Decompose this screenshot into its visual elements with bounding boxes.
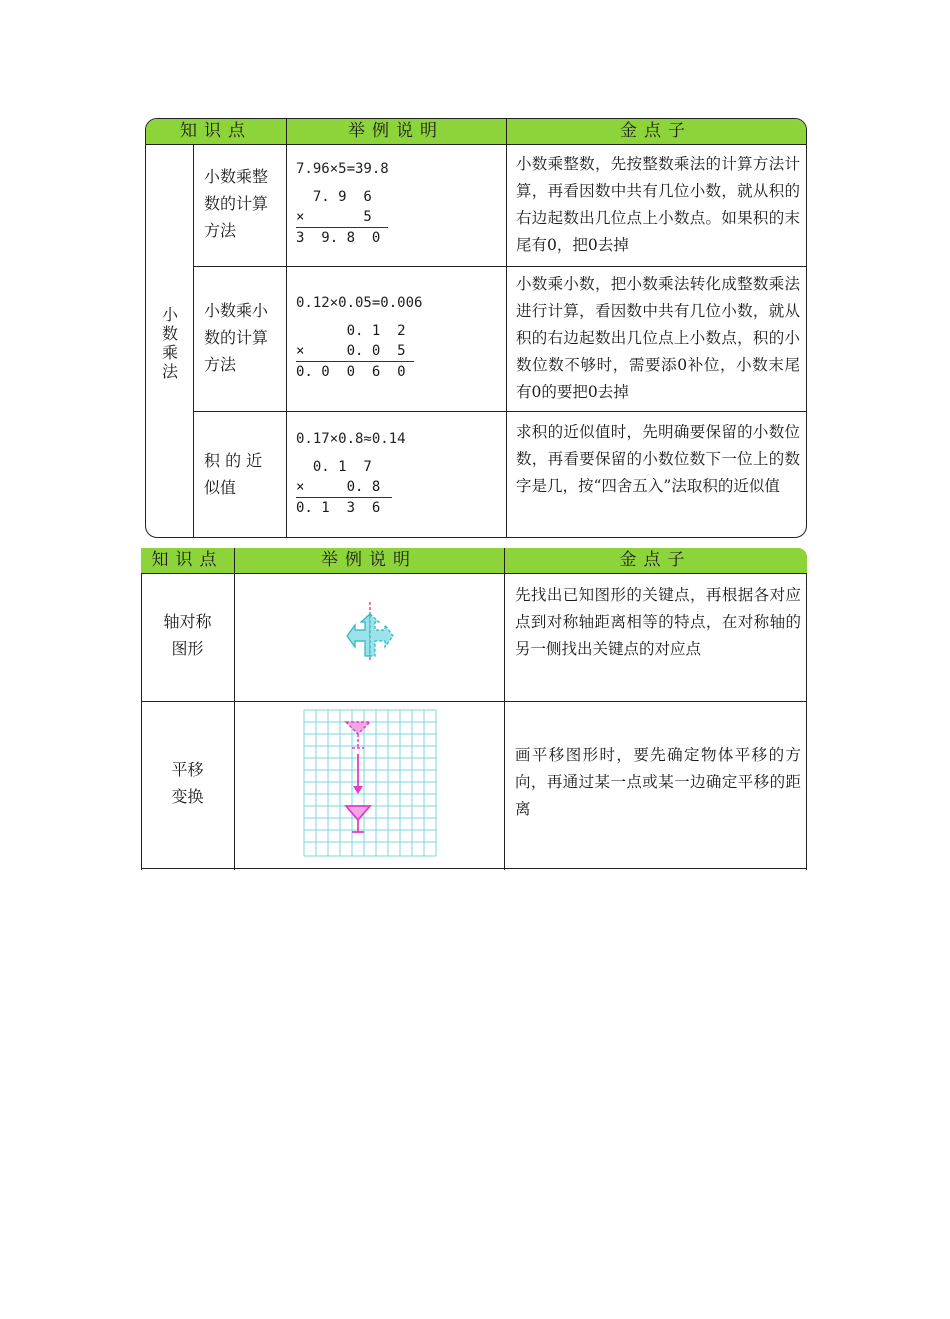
header-knowledge-point: 知识点 (151, 550, 224, 570)
tip-axis-symmetry: 先找出已知图形的关键点，再根据各对应点到对称轴距离相等的特点，在对称轴的另一侧找出关键点的对应点 (515, 586, 801, 658)
header-knowledge-point: 知识点 (180, 121, 252, 141)
topic-axis-symmetry: 轴对称 图形 (163, 612, 212, 658)
topic-decimal-times-integer: 小数乘整 数的计算 方法 (204, 167, 269, 240)
header-example: 举例说明 (321, 550, 417, 570)
category-label: 小数乘法 (161, 305, 178, 381)
header-golden-tip: 金点子 (619, 550, 692, 570)
topic-approximate-product: 积 的 近 似值 (204, 451, 263, 497)
header-example: 举例说明 (348, 121, 444, 141)
tip-1: 小数乘整数，先按整数乘法的计算方法计算，再看因数中共有几位小数，就从积的右边起数出几位点上小数点。如果积的末尾有0，把0去掉 (516, 155, 800, 254)
tip-3: 求积的近似值时，先明确要保留的小数位数，再看要保留的小数位数下一位上的数字是几，按“四舍五入”法取积的近似值 (516, 423, 800, 495)
table-header (141, 548, 807, 574)
topic-translation: 平移 变换 (171, 760, 204, 806)
vertical-calc-3: 0. 1 7 × 0. 8 0. 1 3 6 (296, 457, 392, 518)
table-header (146, 119, 806, 145)
header-golden-tip: 金点子 (620, 121, 692, 141)
translation-grid-figure (302, 708, 438, 858)
vertical-calc-1: 7. 9 6 × 5 3 9. 8 0 (296, 187, 388, 248)
equation-2: 0.12×0.05=0.006 (296, 295, 423, 311)
equation-3: 0.17×0.8≈0.14 (296, 431, 406, 447)
tip-2: 小数乘小数，把小数乘法转化成整数乘法进行计算，看因数中共有几位小数，就从积的右边起数出几位点上小数点，积的小数位数不够时，需要添0补位，小数末尾有0的要把0去掉 (516, 275, 800, 401)
multiplication-table (145, 118, 807, 538)
topic-decimal-times-decimal: 小数乘小 数的计算 方法 (204, 301, 269, 374)
geometry-table (141, 548, 807, 870)
symmetric-arrow-figure (341, 600, 399, 662)
equation-1: 7.96×5=39.8 (296, 161, 389, 177)
vertical-calc-2: 0. 1 2 × 0. 0 5 0. 0 0 6 0 (296, 321, 414, 382)
tip-translation: 画平移图形时，要先确定物体平移的方向，再通过某一点或某一边确定平移的距离 (515, 746, 801, 818)
